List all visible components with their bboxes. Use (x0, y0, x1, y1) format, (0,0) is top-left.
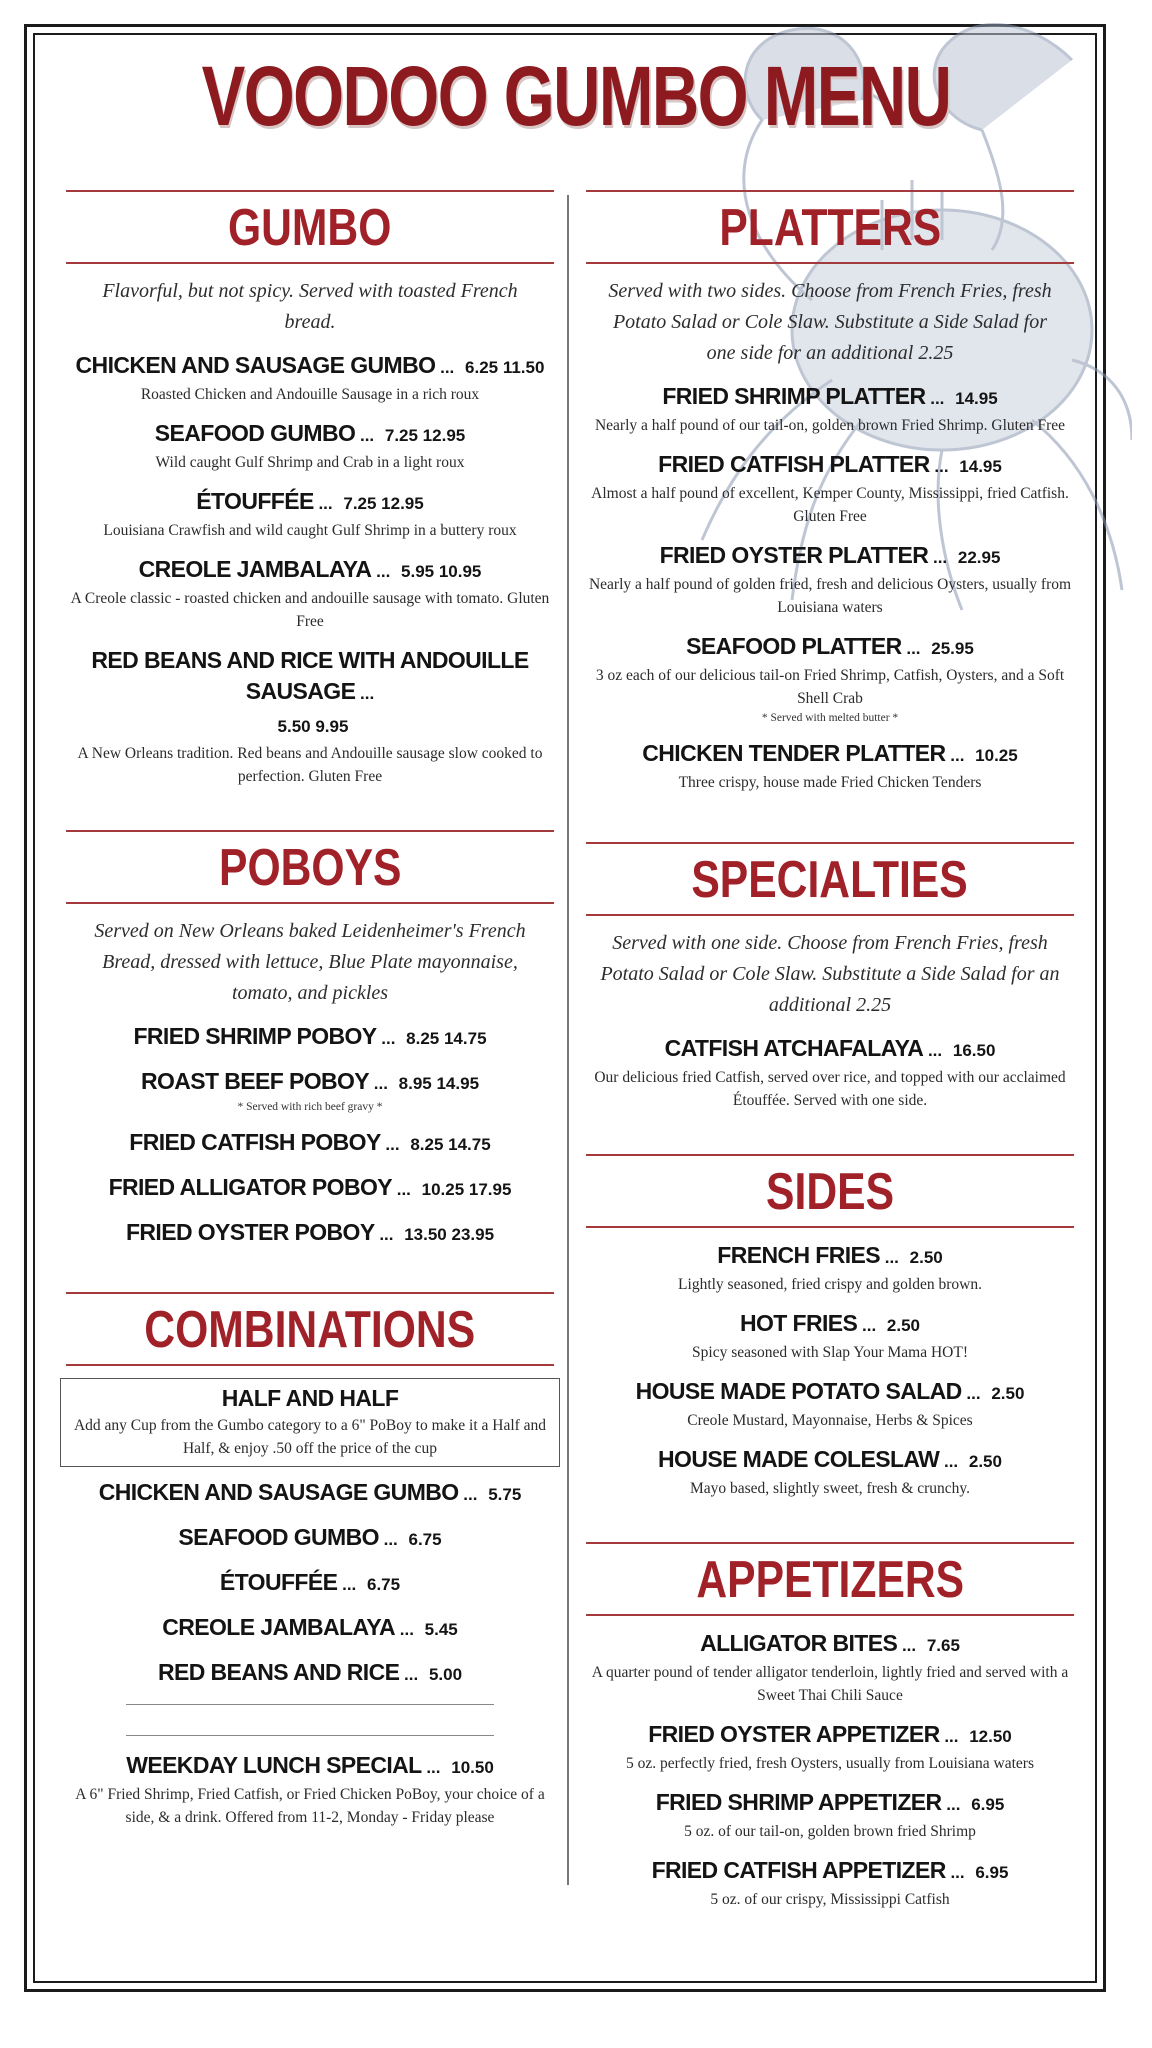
item-price: 6.25 11.50 (465, 358, 545, 377)
separator-line (126, 1704, 494, 1705)
item-price: 10.25 (975, 746, 1018, 765)
specialties-section (586, 842, 1074, 1112)
item-name: FRIED SHRIMP APPETIZER (655, 1789, 942, 1815)
menu-item: ROAST BEEF POBOY ... 8.95 14.95 * Served with rich beef gravy * (66, 1066, 554, 1115)
item-name: HOUSE MADE POTATO SALAD (635, 1378, 962, 1404)
menu-item: FRIED CATFISH APPETIZER ... 6.95 5 oz. of our crispy, Mississippi Catfish (586, 1855, 1074, 1911)
menu-item: CATFISH ATCHAFALAYA ... 16.50 Our delicious fried Catfish, served over rice, and topped with our acclaimed Étouffée. Served with one side. (586, 1033, 1074, 1112)
item-price: 12.50 (969, 1727, 1012, 1746)
section-header (66, 830, 554, 904)
menu-item: HOT FRIES ... 2.50 Spicy seasoned with Slap Your Mama HOT! (586, 1308, 1074, 1364)
item-name: CATFISH ATCHAFALAYA (664, 1035, 924, 1061)
item-description: Add any Cup from the Gumbo category to a 6" PoBoy to make it a Half and Half, & enjoy .50 off the price of the cup (73, 1417, 547, 1457)
item-description: Almost a half pound of excellent, Kemper County, Mississippi, fried Catfish. Gluten Free (591, 485, 1069, 525)
sides-section (586, 1154, 1074, 1500)
item-name: FRIED CATFISH PLATTER (658, 451, 930, 477)
item-price: 7.25 12.95 (343, 494, 424, 513)
item-price: 6.75 (367, 1575, 401, 1594)
item-description: Mayo based, slightly sweet, fresh & crunchy. (689, 1480, 971, 1497)
menu-title: VOODOO GUMBO MENU (201, 49, 951, 143)
item-description: Lightly seasoned, fried crispy and golden brown. (678, 1276, 982, 1293)
appetizers-section (586, 1542, 1074, 1911)
section-title: PLATTERS (719, 199, 941, 257)
item-name: FRIED OYSTER APPETIZER (648, 1721, 940, 1747)
menu-item: FRIED OYSTER POBOY ... 13.50 23.95 (125, 1219, 495, 1245)
item-price: 25.95 (931, 639, 974, 658)
item-name: SEAFOOD GUMBO (178, 1524, 379, 1550)
section-intro: Served on New Orleans baked Leidenheimer's French Bread, dressed with lettuce, Blue Plate mayonnaise, tomato, and pickles (94, 920, 526, 1004)
item-name: CHICKEN TENDER PLATTER (642, 740, 946, 766)
item-name: FRIED OYSTER PLATTER (659, 542, 929, 568)
section-header (586, 190, 1074, 264)
section-title: POBOYS (218, 839, 402, 897)
item-description: Three crispy, house made Fried Chicken Tenders (678, 774, 982, 791)
item-name: FRIED ALLIGATOR POBOY (108, 1174, 392, 1200)
menu-item: SEAFOOD PLATTER ... 25.95 3 oz each of our delicious tail-on Fried Shrimp, Catfish, Oysters, and a Soft Shell Crab * Served with melted butter * (586, 631, 1074, 726)
item-price: 8.25 14.75 (410, 1135, 491, 1154)
item-price: 2.50 (886, 1316, 920, 1335)
section-title: SIDES (766, 1163, 894, 1221)
menu-item: ÉTOUFFÉE ... 7.25 12.95 Louisiana Crawfish and wild caught Gulf Shrimp in a buttery roux (66, 486, 554, 542)
item-price: 16.50 (952, 1041, 996, 1060)
menu-item: FRIED CATFISH PLATTER ... 14.95 Almost a half pound of excellent, Kemper County, Mississippi, fried Catfish. Gluten Free (586, 449, 1074, 528)
menu-item: HOUSE MADE COLESLAW ... 2.50 Mayo based, slightly sweet, fresh & crunchy. (586, 1444, 1074, 1500)
item-price: 2.50 (991, 1384, 1025, 1403)
item-price: 8.25 14.75 (406, 1029, 487, 1048)
item-note: * Served with rich beef gravy * (237, 1101, 383, 1113)
menu-item: CREOLE JAMBALAYA ... 5.45 (162, 1614, 458, 1640)
item-price: 10.25 17.95 (421, 1180, 512, 1199)
menu-item: FRENCH FRIES ... 2.50 Lightly seasoned, fried crispy and golden brown. (586, 1240, 1074, 1296)
item-description: Wild caught Gulf Shrimp and Crab in a light roux (155, 454, 465, 471)
item-price: 5.50 9.95 (277, 717, 349, 736)
item-price: 13.50 23.95 (404, 1225, 495, 1244)
item-description: A Creole classic - roasted chicken and andouille sausage with tomato. Gluten Free (70, 590, 550, 630)
menu-item: HOUSE MADE POTATO SALAD ... 2.50 Creole Mustard, Mayonnaise, Herbs & Spices (586, 1376, 1074, 1432)
item-name: SEAFOOD PLATTER (686, 633, 902, 659)
item-name: SEAFOOD GUMBO (154, 420, 356, 446)
item-description: 5 oz. perfectly fried, fresh Oysters, usually from Louisiana waters (625, 1755, 1035, 1772)
item-description: Spicy seasoned with Slap Your Mama HOT! (692, 1344, 968, 1361)
item-name: CREOLE JAMBALAYA (162, 1614, 396, 1640)
item-price: 6.95 (975, 1863, 1009, 1882)
section-intro: Served with two sides. Choose from French Fries, fresh Potato Salad or Cole Slaw. Substitute a Side Salad for one side for an additional 2.25 (608, 280, 1052, 364)
section-title: SPECIALTIES (691, 851, 969, 909)
menu-item: RED BEANS AND RICE ... 5.00 (157, 1659, 463, 1685)
item-name: FRIED SHRIMP PLATTER (662, 383, 926, 409)
section-header (586, 1154, 1074, 1228)
menu-item: CREOLE JAMBALAYA ... 5.95 10.95 A Creole classic - roasted chicken and andouille sausage with tomato. Gluten Free (66, 554, 554, 633)
item-name: FRIED CATFISH APPETIZER (651, 1857, 946, 1883)
section-header (586, 1542, 1074, 1616)
item-name: WEEKDAY LUNCH SPECIAL (126, 1752, 422, 1778)
column-divider (567, 195, 569, 1885)
menu-item: CHICKEN AND SAUSAGE GUMBO ... 6.25 11.50 Roasted Chicken and Andouille Sausage in a rich roux (66, 350, 554, 406)
item-description: 5 oz. of our crispy, Mississippi Catfish (710, 1891, 950, 1908)
section-intro: Served with one side. Choose from French Fries, fresh Potato Salad or Cole Slaw. Substitute a Side Salad for an additional 2.25 (600, 932, 1060, 1016)
section-intro: Flavorful, but not spicy. Served with toasted French bread. (102, 280, 518, 333)
menu-item: CHICKEN AND SAUSAGE GUMBO ... 5.75 (98, 1479, 522, 1505)
item-description: A New Orleans tradition. Red beans and Andouille sausage slow cooked to perfection. Gluten Free (77, 745, 543, 785)
item-description: Roasted Chicken and Andouille Sausage in a rich roux (140, 386, 480, 403)
menu-item: FRIED SHRIMP PLATTER ... 14.95 Nearly a half pound of our tail-on, golden brown Fried Shrimp. Gluten Free (586, 381, 1074, 437)
item-price: 5.00 (428, 1665, 463, 1684)
item-description: Our delicious fried Catfish, served over rice, and topped with our acclaimed Étouffée. Served with one side. (594, 1069, 1066, 1109)
menu-item: RED BEANS AND RICE WITH ANDOUILLE SAUSAGE ... 5.50 9.95 A New Orleans tradition. Red beans and Andouille sausage slow cooked to perfection. Gluten Free (66, 645, 554, 788)
item-name: CHICKEN AND SAUSAGE GUMBO (75, 352, 436, 378)
item-price: 10.50 (451, 1758, 494, 1777)
item-price: 7.65 (926, 1636, 960, 1655)
item-name: HOT FRIES (740, 1310, 858, 1336)
half-and-half-box (60, 1378, 560, 1467)
item-name: FRENCH FRIES (717, 1242, 881, 1268)
menu-item: FRIED OYSTER PLATTER ... 22.95 Nearly a half pound of golden fried, fresh and delicious Oysters, usually from Louisiana waters (586, 540, 1074, 619)
item-price: 5.75 (488, 1485, 522, 1504)
item-name: RED BEANS AND RICE (157, 1659, 400, 1685)
menu-item: SEAFOOD GUMBO ... 7.25 12.95 Wild caught Gulf Shrimp and Crab in a light roux (66, 418, 554, 474)
section-header (66, 190, 554, 264)
left-column (66, 190, 554, 1841)
item-price: 8.95 14.95 (398, 1074, 480, 1093)
item-description: 3 oz each of our delicious tail-on Fried Shrimp, Catfish, Oysters, and a Soft Shell Crab (595, 667, 1065, 707)
item-price: 6.95 (971, 1795, 1005, 1814)
item-name: HALF AND HALF (221, 1385, 399, 1411)
right-column (586, 190, 1074, 1923)
section-title: GUMBO (228, 199, 392, 257)
item-name: ÉTOUFFÉE (196, 488, 314, 514)
combinations-section (66, 1292, 554, 1829)
item-price: 6.75 (408, 1530, 442, 1549)
item-name: ÉTOUFFÉE (219, 1569, 338, 1595)
item-price: 14.95 (959, 457, 1002, 476)
item-description: 5 oz. of our tail-on, golden brown fried Shrimp (684, 1823, 976, 1840)
item-price: 5.45 (424, 1620, 458, 1639)
item-name: ALLIGATOR BITES (700, 1630, 898, 1656)
item-description: A 6" Fried Shrimp, Fried Catfish, or Fried Chicken PoBoy, your choice of a side, & a drink. Offered from 11-2, Monday - Friday please (75, 1786, 545, 1826)
separator-line (126, 1735, 494, 1736)
item-description: Louisiana Crawfish and wild caught Gulf Shrimp in a buttery roux (103, 522, 517, 539)
item-name: ROAST BEEF POBOY (140, 1068, 370, 1094)
menu-item: FRIED ALLIGATOR POBOY ... 10.25 17.95 (108, 1174, 512, 1200)
item-name: FRIED SHRIMP POBOY (133, 1023, 377, 1049)
menu-item: ÉTOUFFÉE ... 6.75 (219, 1569, 401, 1595)
item-price: 22.95 (957, 548, 1001, 567)
item-price: 5.95 10.95 (401, 562, 482, 581)
item-description: Nearly a half pound of golden fried, fresh and delicious Oysters, usually from Louisiana waters (588, 576, 1072, 616)
gumbo-section (66, 190, 554, 788)
menu-item: FRIED SHRIMP APPETIZER ... 6.95 5 oz. of our tail-on, golden brown fried Shrimp (586, 1787, 1074, 1843)
item-name: FRIED OYSTER POBOY (125, 1219, 375, 1245)
platters-section (586, 190, 1074, 794)
item-name: FRIED CATFISH POBOY (129, 1129, 381, 1155)
item-description: Creole Mustard, Mayonnaise, Herbs & Spices (687, 1412, 973, 1429)
item-description: Nearly a half pound of our tail-on, golden brown Fried Shrimp. Gluten Free (594, 417, 1066, 434)
menu-item: CHICKEN TENDER PLATTER ... 10.25 Three crispy, house made Fried Chicken Tenders (586, 738, 1074, 794)
item-name: RED BEANS AND RICE WITH ANDOUILLE SAUSAGE (91, 647, 529, 704)
menu-item: ALLIGATOR BITES ... 7.65 A quarter pound of tender alligator tenderloin, lightly fried and served with a Sweet Thai Chili Sauce (586, 1628, 1074, 1707)
section-header (66, 1292, 554, 1366)
menu-item: FRIED SHRIMP POBOY ... 8.25 14.75 (133, 1023, 487, 1049)
section-title: APPETIZERS (696, 1551, 964, 1609)
item-name: CREOLE JAMBALAYA (138, 556, 372, 582)
item-name: CHICKEN AND SAUSAGE GUMBO (98, 1479, 459, 1505)
lunch-special: WEEKDAY LUNCH SPECIAL ... 10.50 A 6" Fried Shrimp, Fried Catfish, or Fried Chicken PoBoy, your choice of a side, & a drink. Offered from 11-2, Monday - Friday please (66, 1750, 554, 1829)
item-name: HOUSE MADE COLESLAW (658, 1446, 940, 1472)
section-title: COMBINATIONS (144, 1301, 476, 1359)
menu-item: FRIED CATFISH POBOY ... 8.25 14.75 (129, 1129, 491, 1155)
item-price: 2.50 (909, 1248, 943, 1267)
item-note: * Served with melted butter * (761, 712, 899, 724)
poboys-section (66, 830, 554, 1250)
section-header (586, 842, 1074, 916)
item-description: A quarter pound of tender alligator tenderloin, lightly fried and served with a Sweet Thai Chili Sauce (591, 1664, 1069, 1704)
item-price: 7.25 12.95 (384, 426, 466, 445)
item-price: 14.95 (955, 389, 998, 408)
menu-item: FRIED OYSTER APPETIZER ... 12.50 5 oz. perfectly fried, fresh Oysters, usually from Louisiana waters (586, 1719, 1074, 1775)
menu-item: SEAFOOD GUMBO ... 6.75 (178, 1524, 442, 1550)
item-price: 2.50 (968, 1452, 1002, 1471)
